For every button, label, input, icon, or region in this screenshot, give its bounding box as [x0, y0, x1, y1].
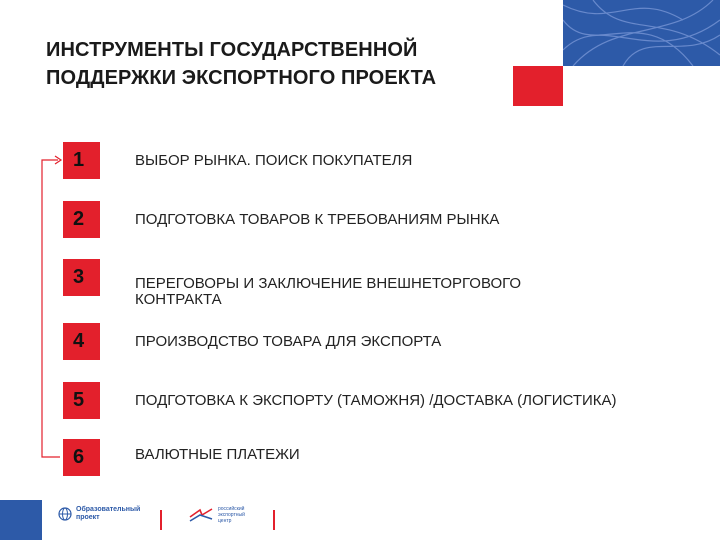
footer-blue-band [0, 500, 42, 540]
page-title [46, 36, 436, 92]
step-number-6: 6 [63, 439, 100, 476]
step-text-2: ПОДГОТОВКА ТОВАРОВ К ТРЕБОВАНИЯМ РЫНКА [135, 211, 500, 228]
page-title-line-2: ПОДДЕРЖКИ ЭКСПОРТНОГО ПРОЕКТА [46, 67, 437, 89]
globe-logo-icon [58, 507, 72, 521]
step-number-1: 1 [63, 142, 100, 179]
step-number-3: 3 [63, 259, 100, 296]
step-number-5: 5 [63, 382, 100, 419]
footer-separator-1 [160, 510, 162, 530]
step-number-4: 4 [63, 323, 100, 360]
education-project-logo [58, 506, 141, 522]
page-title-line-1: ИНСТРУМЕНТЫ ГОСУДАРСТВЕННОЙ [46, 39, 418, 61]
step-text-5: ПОДГОТОВКА К ЭКСПОРТУ (ТАМОЖНЯ) /ДОСТАВКА (ЛОГИСТИКА) [135, 392, 617, 409]
step-text-6: ВАЛЮТНЫЕ ПЛАТЕЖИ [135, 446, 300, 463]
step-text-3-line-2: КОНТРАКТА [135, 291, 222, 308]
rec-logo-icon [188, 507, 214, 523]
step-text-1: ВЫБОР РЫНКА. ПОИСК ПОКУПАТЕЛЯ [135, 152, 413, 169]
corner-decoration [563, 0, 720, 66]
step-text-3 [135, 276, 710, 308]
education-project-logo-text: Образовательный проект [76, 506, 141, 521]
footer-separator-2 [273, 510, 275, 530]
step-text-4: ПРОИЗВОДСТВО ТОВАРА ДЛЯ ЭКСПОРТА [135, 333, 442, 350]
swirl-pattern-icon [563, 0, 720, 66]
step-text-3-line-1: ПЕРЕГОВОРЫ И ЗАКЛЮЧЕНИЕ ВНЕШНЕТОРГОВОГО [135, 275, 522, 292]
corner-red-block [513, 66, 563, 106]
rec-logo-text: российский экспортный центр [218, 506, 245, 524]
return-arrow-icon [34, 150, 74, 470]
rec-logo [188, 506, 258, 524]
step-number-2: 2 [63, 201, 100, 238]
